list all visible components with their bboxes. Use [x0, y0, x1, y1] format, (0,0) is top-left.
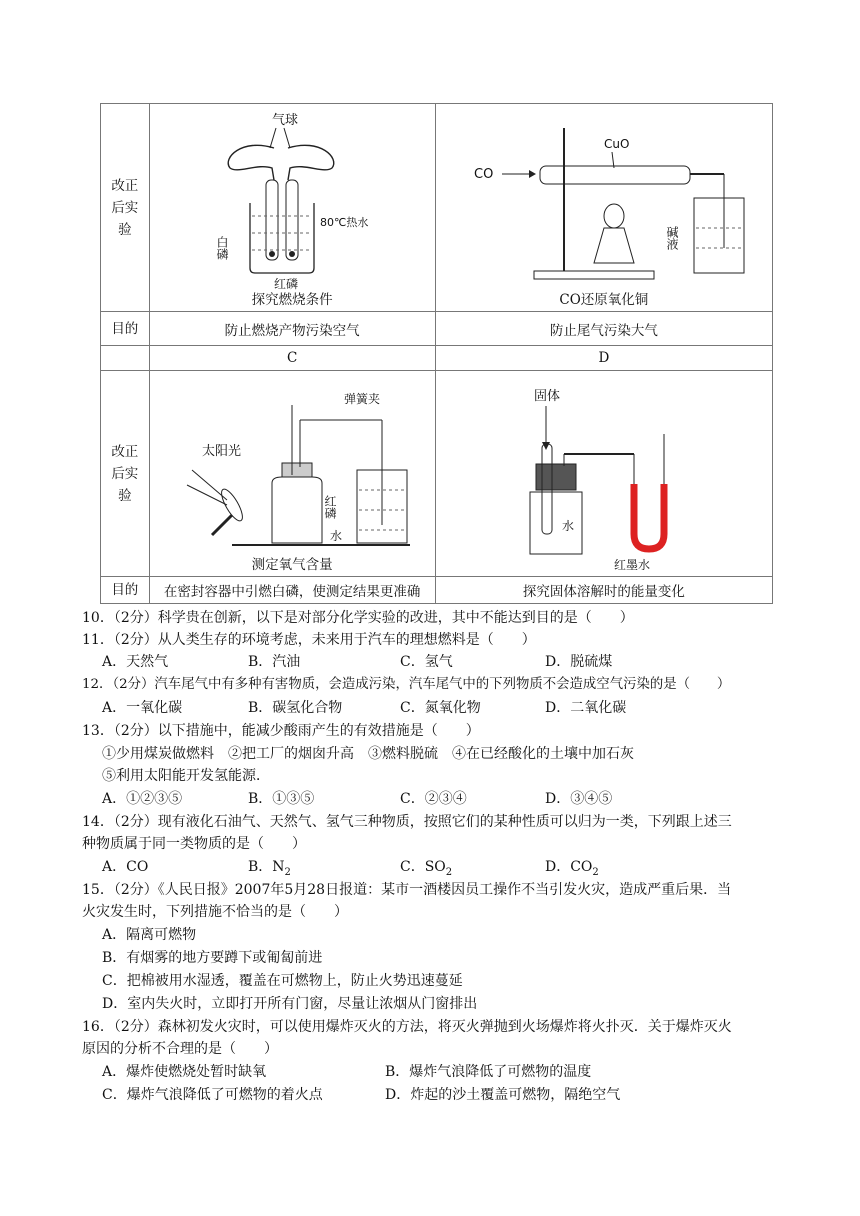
question-12: 12．（2分）汽车尾气中有多种有害物质，会造成污染，汽车尾气中的下列物质不会造成空气污染的是（ ）: [82, 677, 731, 692]
oxygen-measurement-figure: [172, 375, 412, 551]
purpose-c: 在密封容器中引燃白磷，使测定结果更准确: [149, 577, 435, 604]
purpose-d: 探究固体溶解时的能量变化: [435, 577, 772, 604]
question-13: 13．（2分）以下措施中，能减少酸雨产生的有效措施是（ ）: [82, 723, 480, 739]
question-15-line-2: 火灾发生时，下列措施不恰当的是（ ）: [82, 904, 348, 920]
q12-option-b: B．碳氢化合物: [248, 700, 343, 716]
q16-option-c: C．爆炸气浪降低了可燃物的着火点: [102, 1087, 323, 1103]
label-water-d: 水: [561, 518, 574, 533]
label-balloon: 气球: [272, 112, 299, 128]
q11-option-c: C．氢气: [400, 654, 453, 670]
purpose-a: 防止燃烧产物污染空气: [149, 312, 435, 346]
row-label-purpose: 目的: [101, 312, 150, 346]
q13-option-b: B．①③⑤: [248, 791, 315, 807]
col-header-d: D: [435, 346, 772, 371]
q11-option-d: D．脱硫煤: [545, 654, 613, 670]
label-alkali: 碱液: [664, 225, 679, 250]
question-14: 14．（2分）现有液化石油气、天然气、氢气三种物质，按照它们的某种性质可以归为一类，下列跟上述三: [82, 814, 732, 830]
q13-option-a: A．①②③⑤: [102, 791, 183, 807]
q16-option-b: B．爆炸气浪降低了可燃物的温度: [385, 1064, 592, 1080]
label-red-phosphorus: 红磷: [274, 276, 299, 291]
q14-option-d: D．$CO_2$: [545, 859, 599, 878]
experiment-table: [100, 103, 773, 604]
col-header-c: C: [149, 346, 435, 371]
row-label-after: 改正后实验: [101, 104, 150, 312]
q11-option-b: B．汽油: [248, 654, 301, 670]
label-co: CO: [473, 166, 494, 182]
combustion-apparatus-figure: [202, 108, 382, 291]
q12-option-d: D．二氧化碳: [545, 700, 627, 716]
cell-c-figure: [149, 371, 435, 577]
label-spring-clamp: 弹簧夹: [344, 391, 381, 406]
q13-option-c: C．②③④: [400, 791, 467, 807]
q14-option-a: A．CO: [102, 859, 149, 875]
label-red-phosphorus-c: 红磷: [323, 494, 338, 519]
q14-option-c: C．$SO_2$: [400, 859, 453, 878]
cell-b-figure: [435, 104, 772, 312]
label-water-c: 水: [330, 528, 343, 543]
label-white-phosphorus: 白磷: [215, 235, 230, 260]
caption-b: CO还原氧化铜: [559, 291, 649, 308]
question-15: 15．（2分）《人民日报》2007年5月28日报道：某市一酒楼因员工操作不当引发火灾，造成严重后果．当: [82, 882, 732, 898]
question-16: 16．（2分）森林初发火灾时，可以使用爆炸灭火的方法，将灭火弹抛到火场爆炸将火扑灭．关于爆炸灭火: [82, 1019, 732, 1035]
cell-a-figure: [149, 104, 435, 312]
caption-a: 探究燃烧条件: [251, 291, 333, 308]
q15-option-b: B．有烟雾的地方要蹲下或匍匐前进: [102, 950, 323, 966]
question-14-line-2: 种物质属于同一类物质的是（ ）: [82, 836, 306, 852]
question-16-line-2: 原因的分析不合理的是（ ）: [82, 1041, 278, 1057]
row-label-purpose-2: 目的: [101, 577, 150, 604]
q16-option-a: A．爆炸使燃烧处暂时缺氧: [102, 1064, 267, 1080]
q12-option-c: C．氮氧化物: [400, 700, 481, 716]
label-red-ink: 红墨水: [613, 557, 650, 572]
question-10: 10．（2分）科学贵在创新，以下是对部分化学实验的改进，其中不能达到目的是（ ）: [82, 610, 634, 626]
label-cuo: CuO: [603, 136, 630, 151]
caption-c: 测定氧气含量: [251, 556, 333, 573]
q15-option-a: A．隔离可燃物: [102, 927, 197, 943]
q15-option-c: C．把棉被用水湿透，覆盖在可燃物上，防止火势迅速蔓延: [102, 973, 463, 989]
cell-d-figure: [435, 371, 772, 577]
label-hot-water: 80℃热水: [320, 215, 369, 229]
q14-option-b: B．$N_2$: [248, 859, 291, 878]
label-sunlight: 太阳光: [202, 443, 242, 459]
co-reduction-apparatus-figure: [454, 108, 754, 286]
label-solid: 固体: [533, 388, 560, 404]
q15-option-d: D．室内失火时，立即打开所有门窗，尽量让浓烟从门窗排出: [102, 996, 478, 1012]
row-label-after-2: 改正后实验: [101, 371, 150, 577]
q13-option-d: D．③④⑤: [545, 791, 613, 807]
dissolution-energy-figure: [494, 384, 714, 572]
q13-line-1: ①少用煤炭做燃料 ②把工厂的烟囱升高 ③燃料脱硫 ④在已经酸化的土壤中加石灰: [102, 746, 634, 762]
purpose-b: 防止尾气污染大气: [435, 312, 772, 346]
q11-option-a: A．天然气: [102, 654, 169, 670]
question-11: 11．（2分）从人类生存的环境考虑，未来用于汽车的理想燃料是（ ）: [82, 632, 536, 648]
q12-option-a: A．一氧化碳: [102, 700, 183, 716]
q13-line-2: ⑤利用太阳能开发氢能源．: [102, 768, 270, 784]
q16-option-d: D．炸起的沙土覆盖可燃物，隔绝空气: [385, 1087, 621, 1103]
